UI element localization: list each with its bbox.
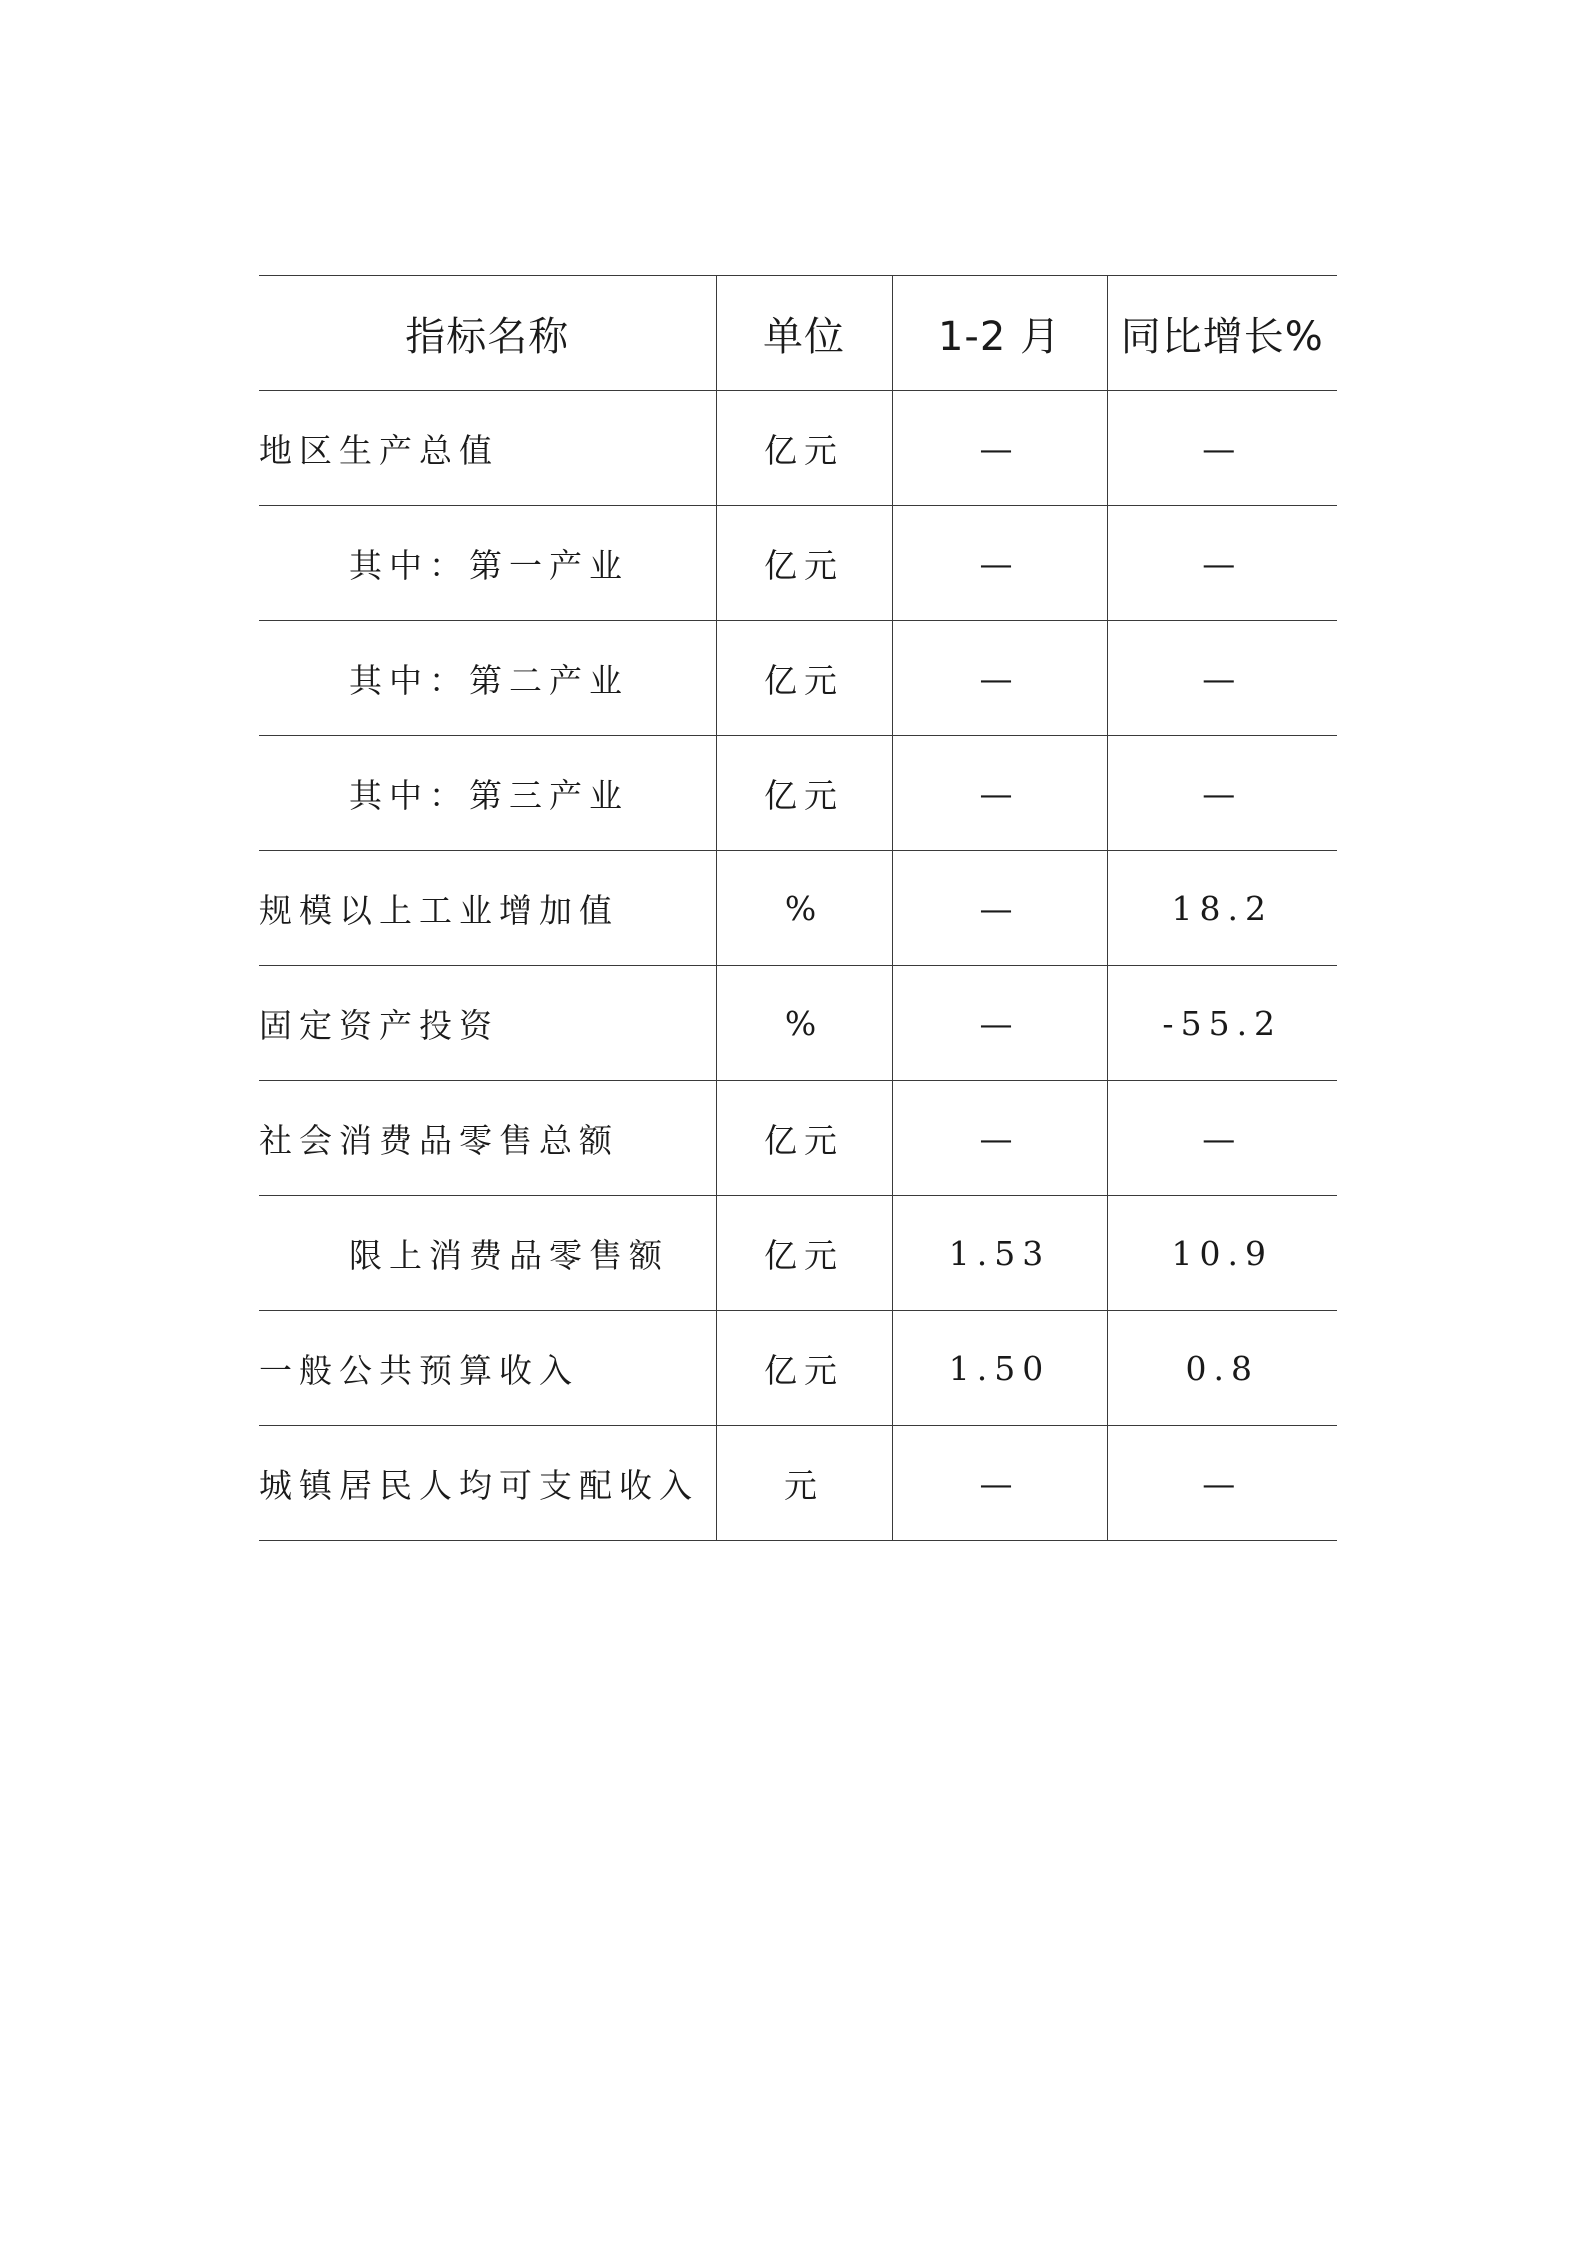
period-value-cell: — [892,736,1107,851]
unit-cell: % [716,851,892,966]
indicator-name-cell: 城镇居民人均可支配收入 [259,1426,716,1541]
header-indicator-name: 指标名称 [259,276,716,391]
table-row [259,1426,1337,1541]
yoy-growth-cell: — [1107,1426,1337,1541]
period-value-cell: — [892,1426,1107,1541]
period-value-cell: — [892,966,1107,1081]
indicator-name-cell: 其中：第二产业 [259,621,716,736]
table-row [259,506,1337,621]
table-row [259,736,1337,851]
period-value-cell: 1.53 [892,1196,1107,1311]
indicator-name-cell: 地区生产总值 [259,391,716,506]
header-unit: 单位 [716,276,892,391]
unit-cell: 亿元 [716,1311,892,1426]
table-row [259,1196,1337,1311]
statistics-table [259,275,1337,1541]
unit-cell: % [716,966,892,1081]
period-value-cell: 1.50 [892,1311,1107,1426]
yoy-growth-cell: — [1107,1081,1337,1196]
header-period-value: 1-2 月 [892,276,1107,391]
unit-cell: 亿元 [716,736,892,851]
yoy-growth-cell: — [1107,506,1337,621]
indicator-name-cell: 固定资产投资 [259,966,716,1081]
yoy-growth-cell: -55.2 [1107,966,1337,1081]
indicator-name-cell: 一般公共预算收入 [259,1311,716,1426]
period-value-cell: — [892,391,1107,506]
table-row [259,851,1337,966]
indicator-name-cell: 限上消费品零售额 [259,1196,716,1311]
table-row [259,621,1337,736]
table-row [259,966,1337,1081]
period-value-cell: — [892,1081,1107,1196]
unit-cell: 亿元 [716,1196,892,1311]
yoy-growth-cell: — [1107,736,1337,851]
indicator-name-cell: 其中：第三产业 [259,736,716,851]
table-row [259,1311,1337,1426]
unit-cell: 亿元 [716,621,892,736]
table-row [259,1081,1337,1196]
unit-cell: 亿元 [716,506,892,621]
period-value-cell: — [892,506,1107,621]
yoy-growth-cell: — [1107,621,1337,736]
unit-cell: 亿元 [716,391,892,506]
unit-cell: 亿元 [716,1081,892,1196]
period-value-cell: — [892,621,1107,736]
yoy-growth-cell: 18.2 [1107,851,1337,966]
period-value-cell: — [892,851,1107,966]
indicator-name-cell: 规模以上工业增加值 [259,851,716,966]
table-row [259,391,1337,506]
unit-cell: 元 [716,1426,892,1541]
yoy-growth-cell: — [1107,391,1337,506]
header-yoy-growth: 同比增长% [1107,276,1337,391]
indicator-name-cell: 其中：第一产业 [259,506,716,621]
yoy-growth-cell: 10.9 [1107,1196,1337,1311]
indicator-name-cell: 社会消费品零售总额 [259,1081,716,1196]
table-body [259,391,1337,1541]
yoy-growth-cell: 0.8 [1107,1311,1337,1426]
table-header-row [259,276,1337,391]
